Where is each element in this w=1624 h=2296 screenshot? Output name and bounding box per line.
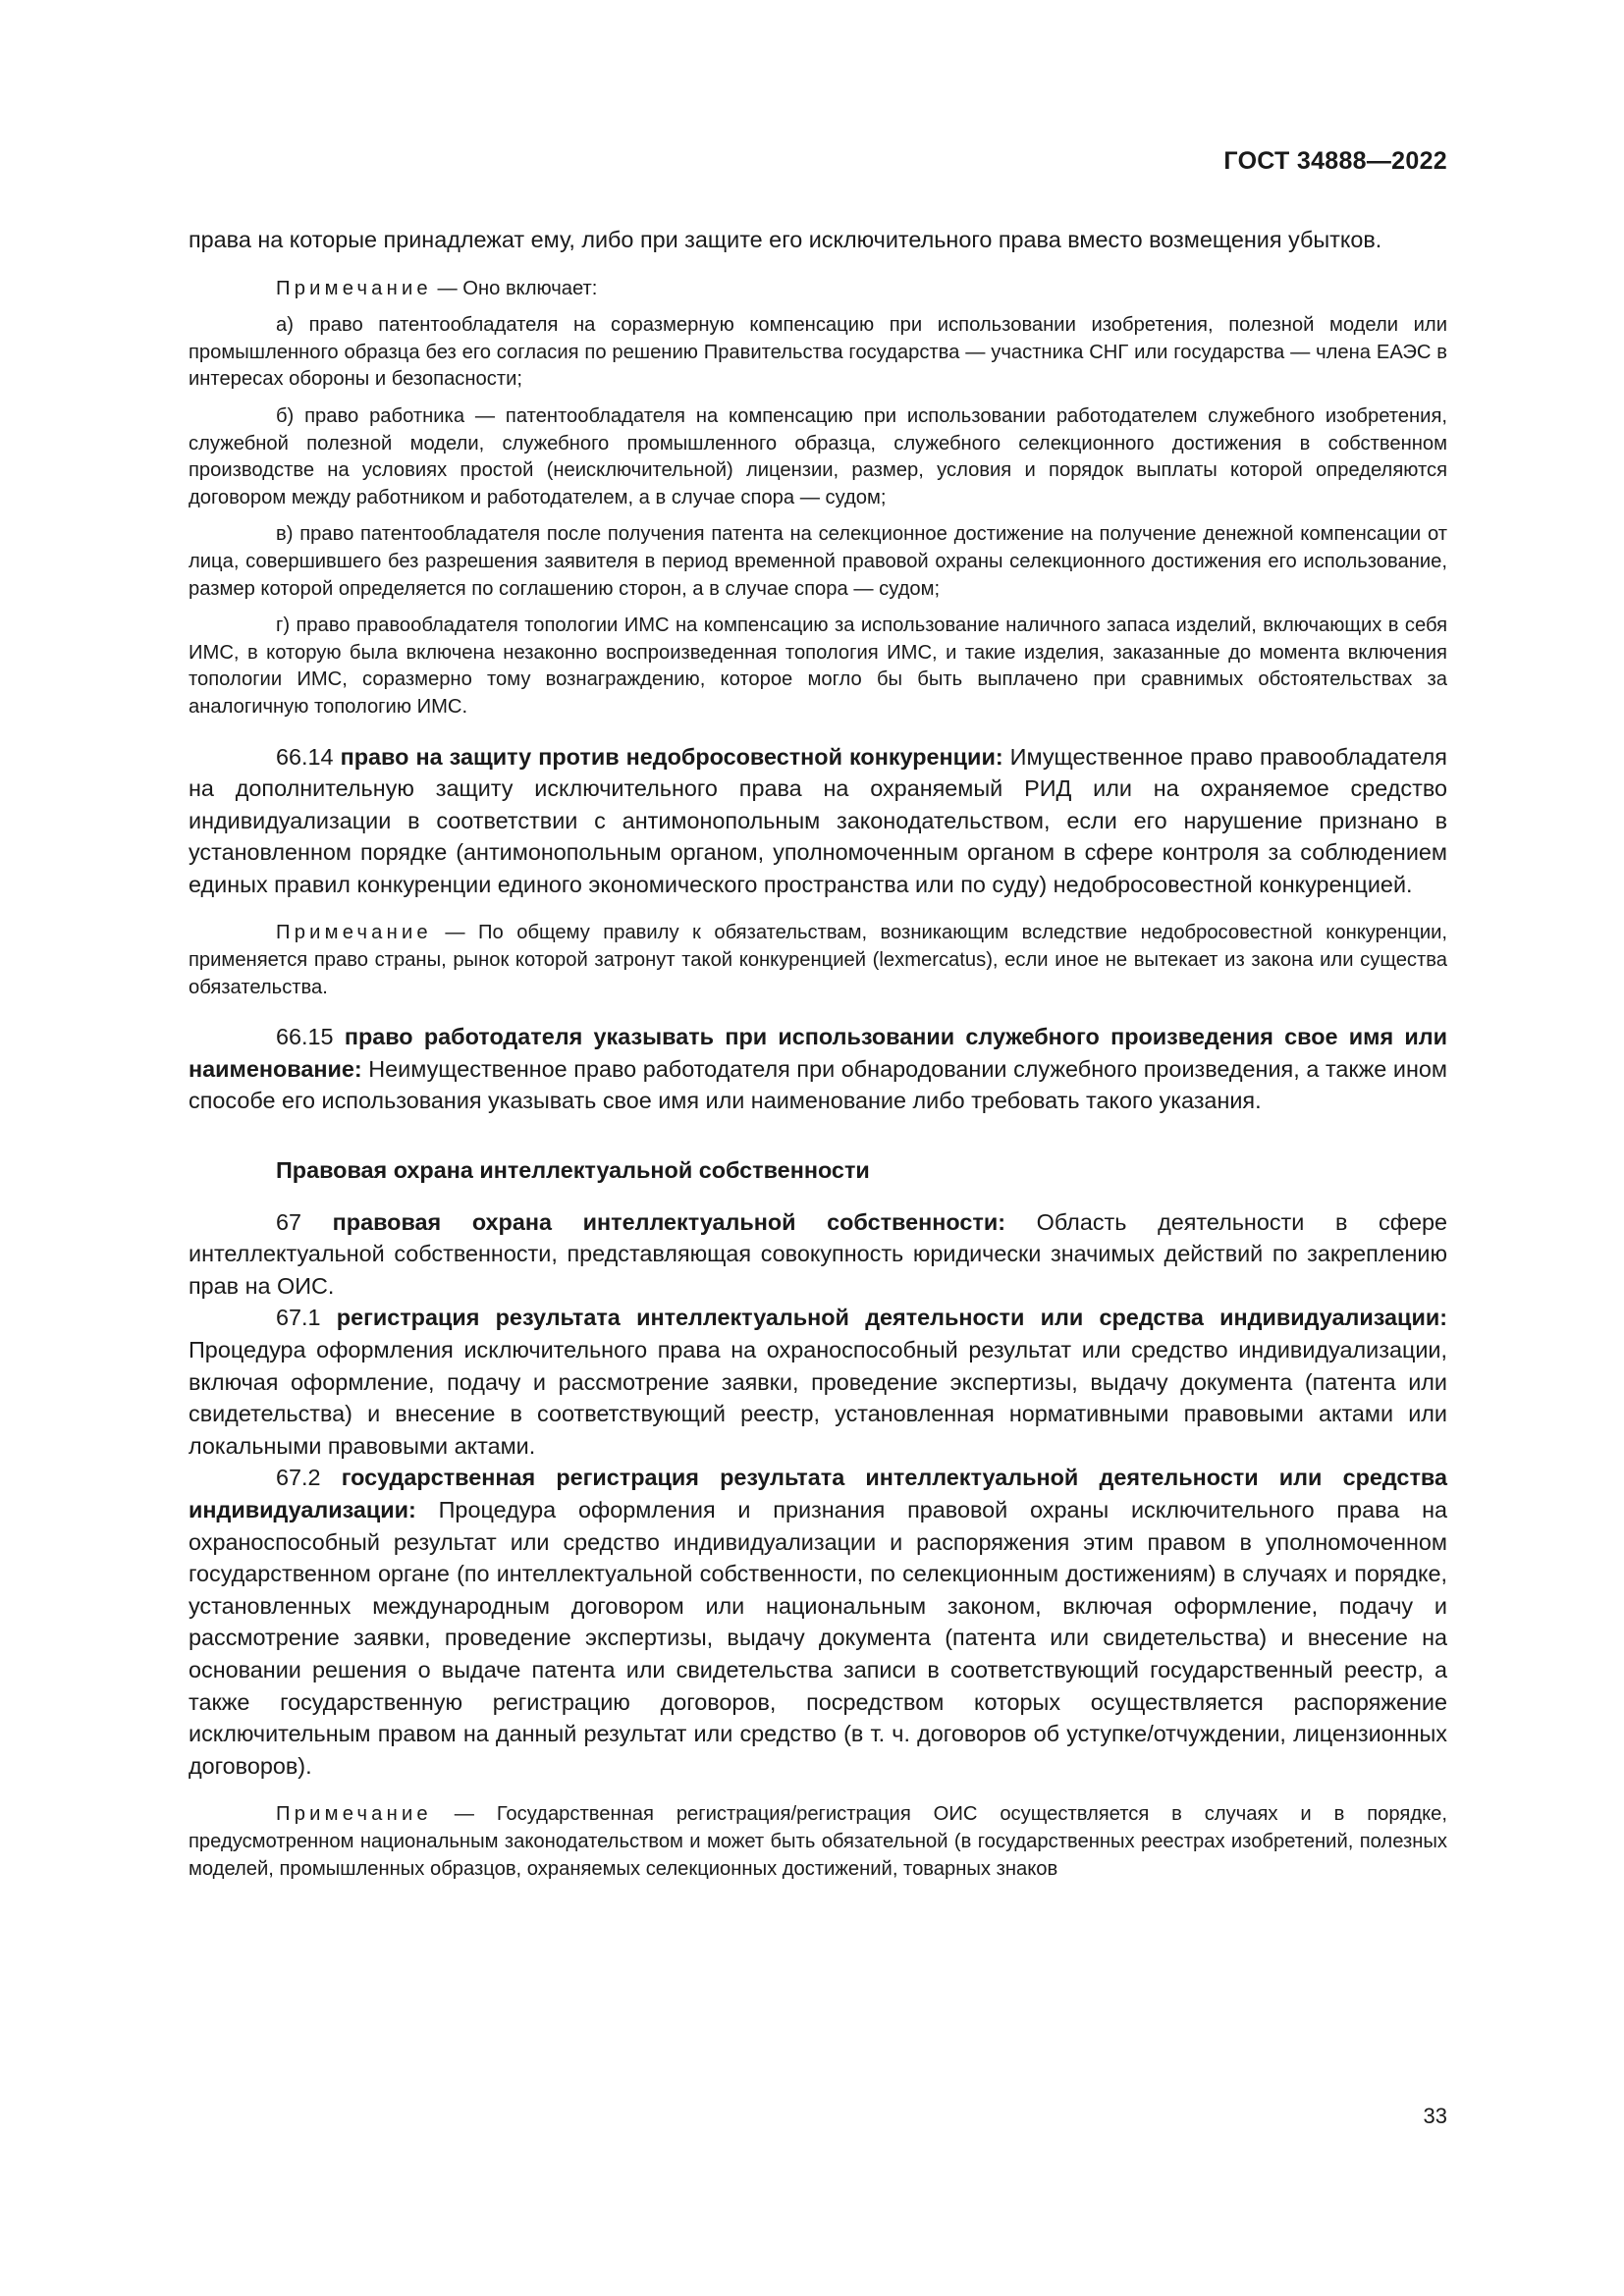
note-item-a: а) право патентообладателя на соразмерную компенсацию при использовании изобретения, полезной модели или промышленного образца без его согласия по решению Правительства государства — участника СНГ или государства — члена ЕАЭС в интересах обороны и безопасности; <box>189 314 1447 391</box>
term-name: правовая охрана интеллектуальной собственности: <box>332 1208 1005 1235</box>
term-definition: Имущественное право правообладателя на дополнительную защиту исключительного права на охраняемый РИД или на охраняемое средство индивидуализации в соответствии с антимонопольным законодательством, если его нарушение признано в установленном порядке (антимонопольным органом, уполномоченным органом в сфере контроля за соблюдением единых правил конкуренции единого экономического пространства или по суду) недобросовестной конкуренцией. <box>189 743 1447 897</box>
term-66-14 <box>189 741 1447 901</box>
note-intro <box>189 276 1447 303</box>
term-number: 67.1 <box>276 1305 337 1331</box>
page-content <box>189 224 1447 1883</box>
term-66-15 <box>189 1021 1447 1117</box>
term-number: 67.2 <box>276 1465 342 1491</box>
note-text: — Государственная регистрация/регистрация ОИС осуществляется в случаях и в порядке, предусмотренном национальным законодательством и может быть обязательной (в государственных реестрах изобретений, полезных моделей, промышленных образцов, охраняемых селекционных достижений, товарных знаков <box>189 1803 1447 1880</box>
term-name: государственная регистрация результата интеллектуальной деятельности или средства индивидуализации: <box>189 1465 1447 1522</box>
section-heading: Правовая охрана интеллектуальной собственности <box>276 1157 870 1184</box>
note-item-v: в) право патентообладателя после получения патента на селекционное достижение на получение денежной компенсации от лица, совершившего без разрешения заявителя в период временной правовой охраны селекционного достижения его использование, размер которой определяется по соглашению сторон, а в случае спора — судом; <box>189 523 1447 600</box>
note-label: Примечание <box>276 922 432 944</box>
note-registration <box>189 1801 1447 1883</box>
term-definition: Неимущественное право работодателя при обнародовании служебного произведения, а также ином способе его использования указывать свое имя или наименование либо требовать такого указания. <box>189 1055 1447 1114</box>
term-definition: Процедура оформления исключительного права на охраноспособный результат или средство индивидуализации, включая оформление, подачу и рассмотрение заявки, проведение экспертизы, выдачу документа (патента или свидетельства) и внесение в соответствующий реестр, установленная нормативными правовыми актами или локальными правовыми актами. <box>189 1337 1447 1459</box>
note-item-g: г) право правообладателя топологии ИМС на компенсацию за использование наличного запаса изделий, включающих в себя ИМС, в которую была включена незаконно воспроизведенная топология ИМС, и такие изделия, заказанные до момента включения топологии ИМС, соразмерно тому вознаграждению, которое могло бы быть выплачено при сравнимых обстоятельствах за аналогичную топологию ИМС. <box>189 614 1447 718</box>
term-67 <box>189 1206 1447 1303</box>
note-label: Примечание <box>276 1803 432 1826</box>
term-definition: Область деятельности в сфере интеллектуальной собственности, представляющая совокупность юридически значимых действий по закреплению прав на ОИС. <box>189 1208 1447 1299</box>
page-number: 33 <box>1423 2104 1447 2128</box>
term-definition: Процедура оформления и признания правовой охраны исключительного права на охраноспособный результат или средство индивидуализации и распоряжения этим правом в уполномоченном государственном органе (по интеллектуальной собственности, по селекционным достижениям) в случаях и порядке, установленных международным договором или национальным законом, включая оформление, подачу и рассмотрение заявки, проведение экспертизы, выдачу документа (патента или свидетельства) и внесение на основании решения о выдаче патента или свидетельства записи в соответствующий государственный реестр, а также государственную регистрацию договоров, посредством которых осуществляется распоряжение исключительным правом на данный результат или средство (в т. ч. договоров об уступке/отчуждении, лицензионных договоров). <box>189 1496 1447 1779</box>
note-item-b: б) право работника — патентообладателя на компенсацию при использовании работодателем служебного изобретения, служебной полезной модели, служебного промышленного образца, служебного селекционного достижения в собственном производстве на условиях простой (неисключительной) лицензии, размер, условия и порядок выплаты которой определяются договором между работником и работодателем, а в случае спора — судом; <box>189 404 1447 508</box>
note-unfair-competition <box>189 920 1447 1001</box>
term-number: 66.15 <box>276 1024 345 1050</box>
term-number: 67 <box>276 1208 333 1235</box>
note-text: — Оно включает: <box>431 277 598 299</box>
term-67-2 <box>189 1462 1447 1782</box>
term-name: право работодателя указывать при использовании служебного произведения свое имя или наименование: <box>189 1024 1447 1082</box>
continued-paragraph: права на которые принадлежат ему, либо при защите его исключительного права вместо возмещения убытков. <box>189 227 1382 252</box>
term-67-1 <box>189 1302 1447 1462</box>
document-code-header: ГОСТ 34888—2022 <box>1223 147 1447 175</box>
note-text: — По общему правилу к обязательствам, возникающим вследствие недобросовестной конкуренции, применяется право страны, рынок которой затронут такой конкуренцией (lexmercatus), если иное не вытекает из закона или существа обязательства. <box>189 922 1447 998</box>
term-name: право на защиту против недобросовестной конкуренции: <box>340 743 1003 770</box>
term-number: 66.14 <box>276 743 341 770</box>
term-name: регистрация результата интеллектуальной деятельности или средства индивидуализации: <box>336 1305 1447 1331</box>
note-label: Примечание <box>276 277 432 299</box>
